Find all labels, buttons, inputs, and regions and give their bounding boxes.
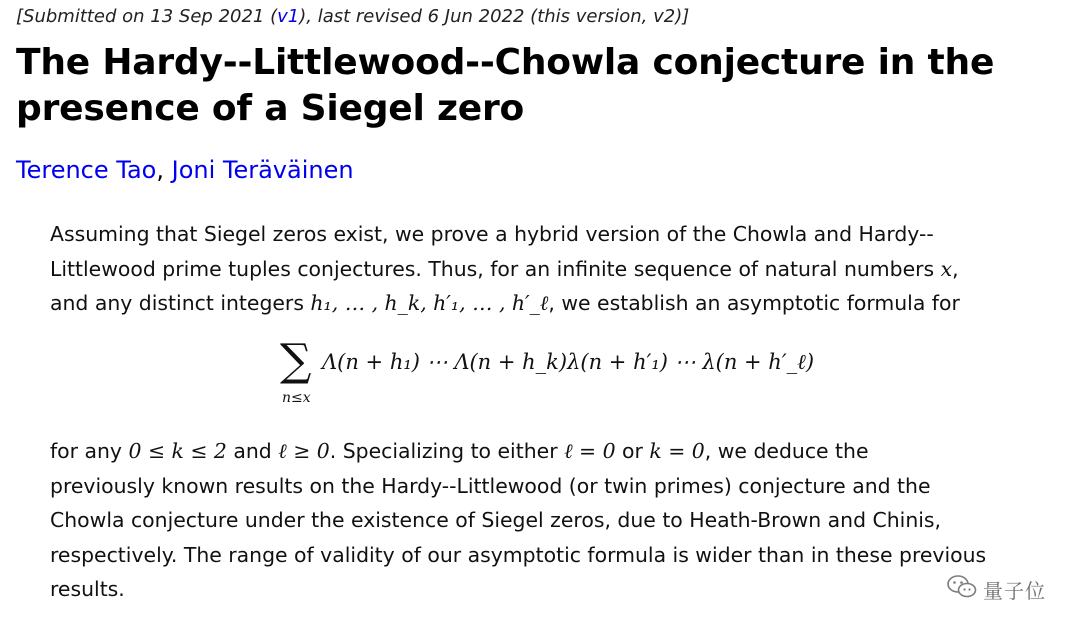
abstract-line bbox=[50, 217, 1070, 252]
abstract-text: respectively. The range of validity of our asymptotic formula is wider than in these previous bbox=[50, 542, 987, 567]
abstract-line bbox=[50, 252, 1070, 287]
abstract-bottom bbox=[50, 434, 1070, 607]
abstract-line bbox=[50, 572, 1070, 607]
math-inline: x bbox=[940, 256, 953, 281]
abstract-text: , bbox=[952, 256, 959, 281]
version-link-v1[interactable]: v1 bbox=[277, 6, 300, 27]
math-inline: ℓ = 0 bbox=[564, 439, 616, 463]
abstract-text: and any distinct integers bbox=[50, 291, 311, 315]
abstract-text: , we establish an asymptotic formula for bbox=[548, 291, 960, 315]
math-inline: k = 0 bbox=[649, 439, 705, 463]
summation-symbol: ∑ bbox=[280, 335, 312, 386]
author-link-teravainen[interactable]: Joni Teräväinen bbox=[171, 156, 354, 184]
author-separator: , bbox=[156, 156, 172, 184]
abstract-line bbox=[50, 434, 1070, 469]
abstract-text: . Specializing to either bbox=[329, 439, 565, 463]
abstract-line bbox=[50, 538, 1070, 573]
abstract-line bbox=[50, 503, 1070, 538]
abstract-text: Chowla conjecture under the existence of Siegel zeros, due to Heath-Brown and Chinis, bbox=[50, 508, 942, 532]
formula-body: Λ(n + h₁) ⋯ Λ(n + h_k)λ(n + h′₁) ⋯ λ(n + h′_ℓ) bbox=[322, 350, 815, 374]
dateline-prefix: [Submitted on 13 Sep 2021 ( bbox=[16, 6, 278, 27]
abstract-text: Littlewood prime tuples conjectures. Thus, for an infinite sequence of natural numbers bbox=[50, 256, 941, 281]
abstract-line bbox=[50, 286, 1070, 321]
author-list bbox=[16, 156, 354, 184]
abstract-text: for any bbox=[50, 439, 129, 463]
paper-title: The Hardy--Littlewood--Chowla conjecture in the presence of a Siegel zero bbox=[16, 42, 995, 129]
abstract-top bbox=[50, 217, 1070, 321]
abstract-text: previously known results on the Hardy--Littlewood (or twin primes) conjecture and the bbox=[50, 473, 931, 498]
author-link-tao[interactable]: Terence Tao bbox=[16, 156, 157, 184]
abstract-text: Assuming that Siegel zeros exist, we prove a hybrid version of the Chowla and Hardy-- bbox=[50, 222, 934, 246]
watermark bbox=[947, 574, 1046, 604]
display-formula bbox=[280, 335, 840, 412]
abstract-text: results. bbox=[50, 577, 125, 601]
summation-range: n≤x bbox=[282, 390, 311, 406]
abstract-line bbox=[50, 469, 1070, 504]
abstract-text: or bbox=[615, 439, 650, 463]
abstract-text: , we deduce the bbox=[704, 439, 869, 463]
math-inline: h₁, … , h_k, h′₁, … , h′_ℓ bbox=[310, 291, 549, 315]
abstract-text: and bbox=[226, 439, 279, 463]
submission-dateline bbox=[16, 6, 689, 27]
wechat-icon bbox=[947, 574, 977, 604]
watermark-text: 量子位 bbox=[983, 578, 1046, 603]
math-inline: 0 ≤ k ≤ 2 bbox=[128, 439, 227, 463]
math-inline: ℓ ≥ 0 bbox=[278, 439, 330, 463]
dateline-suffix: ), last revised 6 Jun 2022 (this version, v2)] bbox=[299, 6, 690, 27]
